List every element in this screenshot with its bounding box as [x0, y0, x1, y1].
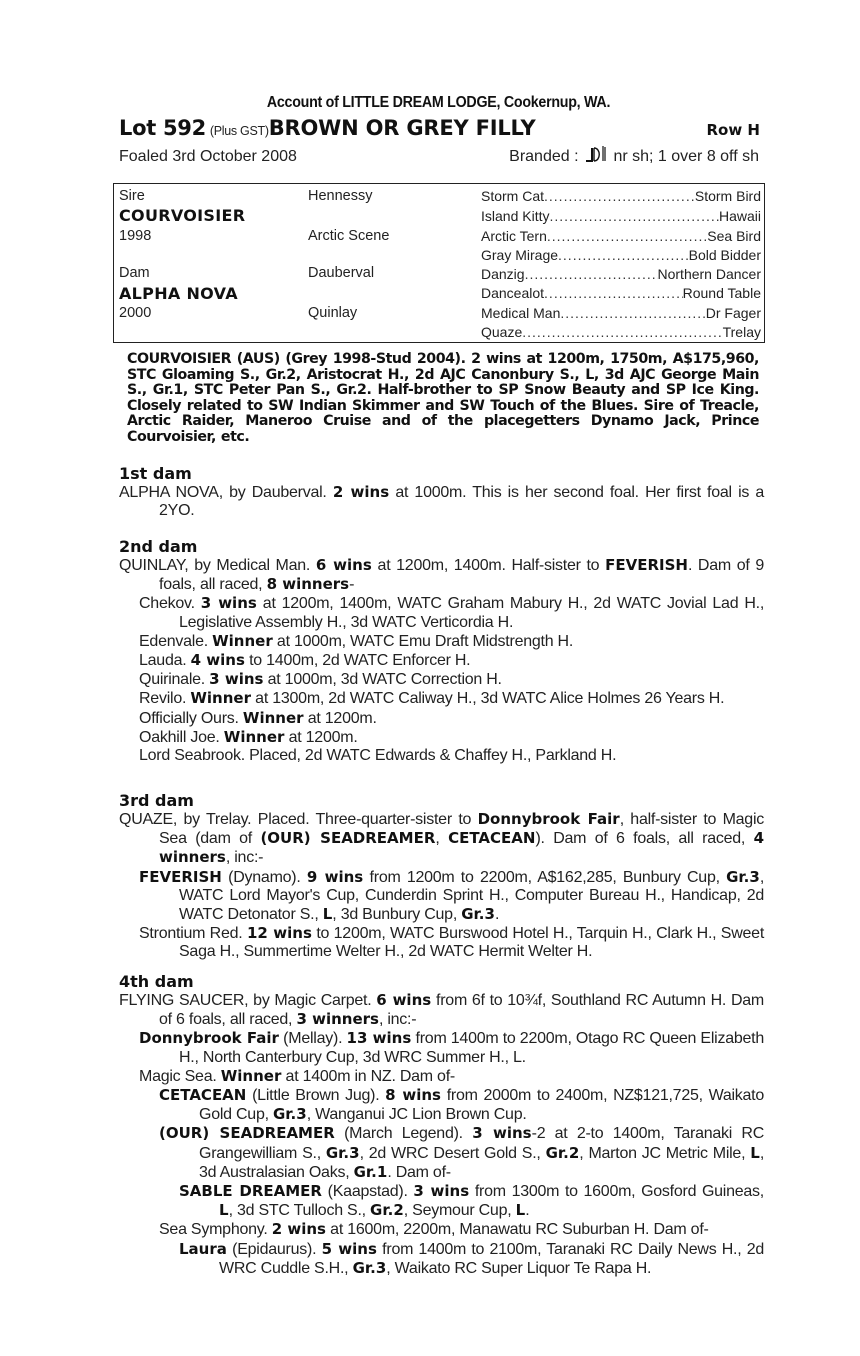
gen3-row: Dancealot ..... Round Table [481, 285, 761, 301]
dam-entries [119, 556, 764, 765]
dam-section-3 [119, 791, 764, 962]
progeny-entry: Sea Symphony. 2 wins at 1600m, 2200m, Manawatu RC Suburban H. Dam of- [159, 1220, 709, 1239]
foaled-date: Foaled 3rd October 2008 [119, 148, 297, 165]
brand-mark-icon [585, 145, 607, 163]
progeny-entry: Donnybrook Fair (Mellay). 13 wins from 1400m to 2200m, Otago RC Queen Elizabeth H., North Canterbury Cup, 3d WRC Summer H., L. [139, 1029, 764, 1066]
progeny-entry: Oakhill Joe. Winner at 1200m. [139, 727, 358, 746]
vendor-account: Account of LITTLE DREAM LODGE, Cookernup, WA. [266, 94, 611, 111]
dam-summary: QUINLAY, by Medical Man. 6 wins at 1200m, 1400m. Half-sister to FEVERISH. Dam of 9 foals, all raced, 8 winners- [119, 556, 765, 594]
gen3-row: Danzig ..... Northern Dancer [481, 266, 761, 282]
progeny-entry: Chekov. 3 wins at 1200m, 1400m, WATC Graham Mabury H., 2d WATC Jovial Lad H., Legislative Assembly H., 3d WATC Verticordia H. [139, 594, 765, 631]
branded-info [509, 144, 759, 170]
dam-year: 2000 [119, 305, 152, 321]
section-heading: 4th dam [119, 972, 194, 991]
sire-sire: Hennessy [308, 188, 373, 204]
dam-entries [119, 991, 764, 1278]
dam-section-1 [119, 464, 764, 520]
gen3-row: Arctic Tern ..... Sea Bird [481, 228, 761, 244]
sire-name: COURVOISIER [119, 206, 246, 225]
dam-section-2 [119, 537, 764, 765]
dam-summary: QUAZE, by Trelay. Placed. Three-quarter-sister to Donnybrook Fair, half-sister to Magic Sea (dam of (OUR) SEADREAMER, CETACEAN). Dam of 6 foals, all raced, 4 winners, inc:- [119, 810, 765, 867]
gen3-row: Island Kitty ..... Hawaii [481, 208, 761, 224]
progeny-entry: Lord Seabrook. Placed, 2d WATC Edwards & Chaffey H., Parkland H. [139, 747, 617, 765]
dam-entries [119, 483, 764, 520]
branded-label: Branded : [509, 148, 579, 165]
section-heading: 2nd dam [119, 537, 198, 556]
progeny-entry: Officially Ours. Winner at 1200m. [139, 708, 377, 727]
dam-section-4 [119, 972, 764, 1278]
progeny-entry: Magic Sea. Winner at 1400m in NZ. Dam of- [139, 1066, 455, 1085]
gen3-row: Storm Cat ..... Storm Bird [481, 188, 761, 204]
progeny-entry: Strontium Red. 12 wins to 1200m, WATC Burswood Hotel H., Tarquin H., Clark H., Sweet Saga H., Summertime Welter H., 2d WATC Hermit Welter H. [139, 924, 765, 961]
progeny-entry: Lauda. 4 wins to 1400m, 2d WATC Enforcer H. [139, 651, 471, 670]
sire-label: Sire [119, 188, 145, 204]
sire-summary: COURVOISIER (AUS) (Grey 1998-Stud 2004). 2 wins at 1200m, 1750m, A$175,960, STC Gloaming S., Gr.2, Aristocrat H., 2d AJC Canonbury S., L, 3d AJC George Main S., Gr.1, STC Peter Pan S., Gr.2. Half-brother to SP Snow Beauty and SP Ice King. Closely related to SW Indian Skimmer and SW Touch of the Blues. Sire of Treacle, Arctic Raider, Maneroo Cruise and of the placegetters Dynamo Jack, Prince Courvoisier, etc. [127, 351, 759, 445]
progeny-entry: Laura (Epidaurus). 5 wins from 1400m to 2100m, Taranaki RC Daily News H., 2d WRC Cuddle S.H., Gr.3, Waikato RC Super Liquor Te Rapa H. [179, 1239, 765, 1277]
pedigree-box [113, 183, 765, 343]
dam-sire: Dauberval [308, 265, 375, 281]
lot-number: Lot 592 [119, 116, 206, 140]
dam-label: Dam [119, 265, 150, 281]
dam-entries [119, 810, 764, 962]
gen3-row: Gray Mirage ..... Bold Bidder [481, 247, 761, 263]
dam-summary: FLYING SAUCER, by Magic Carpet. 6 wins from 6f to 10¾f, Southland RC Autumn H. Dam of 6 foals, all raced, 3 winners, inc:- [119, 991, 765, 1029]
dam-name: ALPHA NOVA [119, 284, 238, 303]
catalogue-header [119, 92, 764, 170]
progeny-entry: (OUR) SEADREAMER (March Legend). 3 wins-2 at 2-to 1400m, Taranaki RC Grangewilliam S., Gr.3, 2d WRC Desert Gold S., Gr.2, Marton JC Metric Mile, L, 3d Australasian Oaks, Gr.1. Dam of- [159, 1124, 765, 1181]
sire-year: 1998 [119, 228, 152, 244]
gen3-row: Quaze ..... Trelay [481, 324, 761, 340]
branded-text: nr sh; 1 over 8 off sh [613, 148, 759, 165]
foaled-line [119, 144, 764, 170]
dam-dam: Quinlay [308, 305, 358, 321]
section-heading: 1st dam [119, 464, 192, 483]
dam-summary: ALPHA NOVA, by Dauberval. 2 wins at 1000m. This is her second foal. Her first foal is a 2YO. [119, 483, 765, 520]
progeny-entry: SABLE DREAMER (Kaapstad). 3 wins from 1300m to 1600m, Gosford Guineas, L, 3d STC Tulloch S., Gr.2, Seymour Cup, L. [179, 1182, 764, 1220]
progeny-entry: Edenvale. Winner at 1000m, WATC Emu Draft Midstrength H. [139, 631, 574, 650]
progeny-entry: CETACEAN (Little Brown Jug). 8 wins from 2000m to 2400m, NZ$121,725, Waikato Gold Cup, Gr.3, Wanganui JC Lion Brown Cup. [159, 1086, 765, 1124]
gst-note: (Plus GST) [209, 124, 269, 138]
horse-description: BROWN OR GREY FILLY [268, 116, 536, 140]
progeny-entry: FEVERISH (Dynamo). 9 wins from 1200m to 2200m, A$162,285, Bunbury Cup, Gr.3, WATC Lord Mayor's Cup, Cunderdin Sprint H., Computer Bureau H., Handicap, 2d WATC Detonator S., L, 3d Bunbury Cup, Gr.3. [139, 867, 765, 924]
progeny-entry: Revilo. Winner at 1300m, 2d WATC Caliway H., 3d WATC Alice Holmes 26 Years H. [139, 689, 725, 708]
lot-line [119, 114, 764, 142]
progeny-entry: Quirinale. 3 wins at 1000m, 3d WATC Correction H. [139, 670, 502, 689]
sire-dam: Arctic Scene [308, 228, 390, 244]
row-label: Row H [706, 121, 760, 139]
section-heading: 3rd dam [119, 791, 194, 810]
gen3-row: Medical Man ..... Dr Fager [481, 305, 761, 321]
